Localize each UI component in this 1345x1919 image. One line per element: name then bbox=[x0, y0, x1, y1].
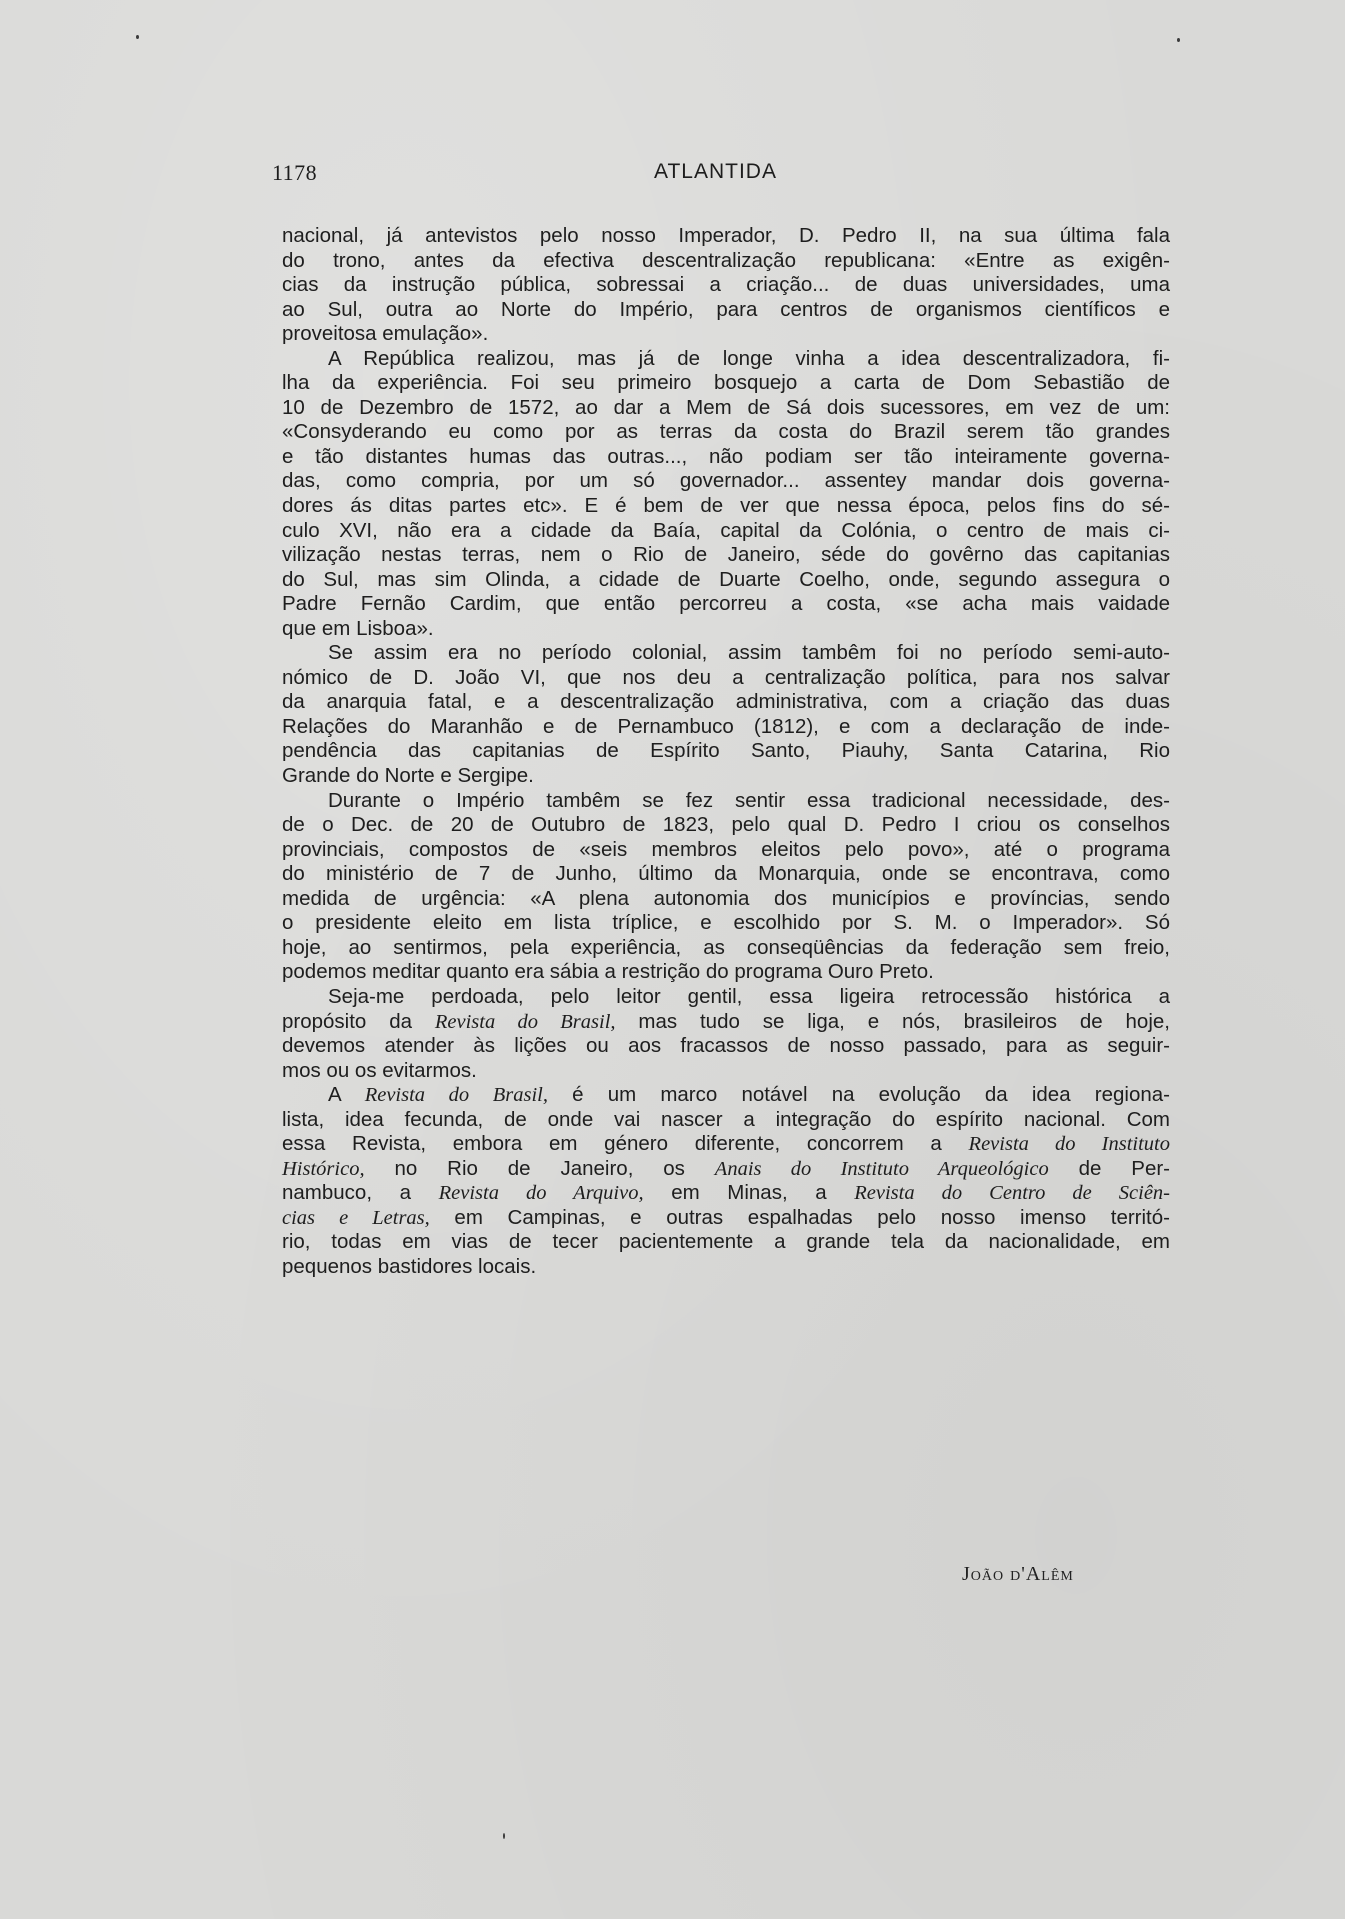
text-segment: no Rio de Janeiro, os bbox=[364, 1156, 715, 1180]
author-signature: João d'Alêm bbox=[962, 1563, 1074, 1585]
text-line: nómico de D. João VI, que nos deu a centralização política, para nos salvar bbox=[282, 665, 1170, 689]
text-line: o presidente eleito em lista tríplice, e escolhido por S. M. o Imperador». Só bbox=[282, 911, 1170, 935]
text-line: Grande do Norte e Sergipe. bbox=[282, 764, 534, 788]
text-line: Seja-me perdoada, pelo leitor gentil, essa ligeira retrocessão histórica a bbox=[328, 984, 1170, 1008]
text-segment: A bbox=[328, 1083, 365, 1107]
paragraph bbox=[282, 347, 1170, 642]
text-line: do trono, antes da efectiva descentralização republicana: «Entre as exigên- bbox=[282, 248, 1170, 272]
text-line: hoje, ao sentirmos, pela experiência, as conseqüências da federação sem freio, bbox=[282, 935, 1170, 959]
text-line: lha da experiência. Foi seu primeiro bosquejo a carta de Dom Sebastião de bbox=[282, 371, 1170, 395]
article-body bbox=[282, 224, 1170, 1280]
text-line: ao Sul, outra ao Norte do Império, para centros de organismos científicos e bbox=[282, 297, 1170, 321]
italic-title: Histórico, bbox=[282, 1157, 365, 1180]
italic-title: cias e Letras, bbox=[282, 1206, 430, 1229]
text-line: Se assim era no período colonial, assim tambêm foi no período semi-auto- bbox=[328, 641, 1170, 665]
running-head bbox=[272, 160, 1172, 190]
italic-title: Revista do Brasil, bbox=[434, 1010, 616, 1033]
text-segment: essa Revista, embora em género diferente, concorrem a bbox=[282, 1132, 969, 1156]
paragraph bbox=[282, 789, 1170, 985]
scan-speck bbox=[1177, 38, 1180, 42]
paragraph bbox=[282, 641, 1170, 788]
text-line: 10 de Dezembro de 1572, ao dar a Mem de Sá dois sucessores, em vez de um: bbox=[282, 395, 1170, 419]
text-line: vilização nestas terras, nem o Rio de Janeiro, séde do govêrno das capitanias bbox=[282, 543, 1170, 567]
paragraph bbox=[282, 1083, 1170, 1279]
page-number: 1178 bbox=[272, 160, 318, 185]
italic-title: Revista do Arquivo, bbox=[438, 1182, 644, 1205]
text-segment: em Campinas, e outras espalhadas pelo nosso imenso territó- bbox=[429, 1205, 1170, 1229]
text-line: mos ou os evitarmos. bbox=[282, 1058, 477, 1082]
text-segment: nambuco, a bbox=[282, 1181, 439, 1205]
text-line: nacional, já antevistos pelo nosso Imperador, D. Pedro II, na sua última fala bbox=[282, 224, 1170, 247]
paragraph bbox=[282, 985, 1170, 1083]
text-line: Durante o Império tambêm se fez sentir essa tradicional necessidade, des- bbox=[328, 788, 1170, 812]
text-line: Padre Fernão Cardim, que então percorreu a costa, «se acha mais vaidade bbox=[282, 592, 1170, 616]
journal-title: ATLANTIDA bbox=[654, 160, 777, 183]
text-line bbox=[282, 1132, 1170, 1157]
text-line: medida de urgência: «A plena autonomia dos municípios e províncias, sendo bbox=[282, 886, 1170, 910]
italic-title: Revista do Centro de Sciên- bbox=[854, 1182, 1170, 1205]
text-segment: mas tudo se liga, e nós, brasileiros de hoje, bbox=[615, 1009, 1170, 1033]
text-line bbox=[282, 1181, 1170, 1206]
text-line bbox=[282, 1206, 1170, 1231]
text-line: pendência das capitanias de Espírito Santo, Piauhy, Santa Catarina, Rio bbox=[282, 739, 1170, 763]
text-line: podemos meditar quanto era sábia a restrição do programa Ouro Preto. bbox=[282, 960, 934, 984]
text-line: A República realizou, mas já de longe vinha a idea descentralizadora, fi- bbox=[328, 346, 1170, 370]
text-segment: é um marco notável na evolução da idea regiona- bbox=[547, 1083, 1170, 1107]
text-line bbox=[282, 1010, 1170, 1035]
text-line: culo XVI, não era a cidade da Baía, capital da Colónia, o centro de mais ci- bbox=[282, 518, 1170, 542]
italic-title: Anais do Instituto Arqueológico bbox=[714, 1157, 1049, 1180]
scan-speck bbox=[136, 35, 139, 39]
text-line: proveitosa emulação». bbox=[282, 322, 489, 346]
paragraph bbox=[282, 224, 1170, 347]
text-line: cias da instrução pública, sobressai a criação... de duas universidades, uma bbox=[282, 273, 1170, 297]
text-line: dores ás ditas partes etc». E é bem de ver que nessa época, pelos fins do sé- bbox=[282, 494, 1170, 518]
text-line: das, como compria, por um só governador... assentey mandar dois governa- bbox=[282, 469, 1170, 493]
text-line: da anarquia fatal, e a descentralização administrativa, com a criação das duas bbox=[282, 690, 1170, 714]
italic-title: Revista do Instituto bbox=[968, 1133, 1170, 1156]
text-line bbox=[282, 1083, 1170, 1108]
italic-title: Revista do Brasil, bbox=[364, 1084, 548, 1107]
text-line: do Sul, mas sim Olinda, a cidade de Duarte Coelho, onde, segundo assegura o bbox=[282, 567, 1170, 591]
text-line: Relações do Maranhão e de Pernambuco (1812), e com a declaração de inde- bbox=[282, 714, 1170, 738]
text-segment: de Per- bbox=[1048, 1156, 1171, 1180]
text-line: lista, idea fecunda, de onde vai nascer a integração do espírito nacional. Com bbox=[282, 1107, 1170, 1131]
text-line bbox=[282, 1157, 1170, 1182]
text-line: rio, todas em vias de tecer pacientemente a grande tela da nacionalidade, em bbox=[282, 1230, 1170, 1254]
text-segment: propósito da bbox=[282, 1009, 435, 1033]
scan-speck bbox=[503, 1833, 505, 1839]
text-line: e tão distantes humas das outras..., não podiam ser tão inteiramente governa- bbox=[282, 444, 1170, 468]
text-line: do ministério de 7 de Junho, último da Monarquia, onde se encontrava, como bbox=[282, 862, 1170, 886]
text-line: que em Lisboa». bbox=[282, 616, 434, 640]
text-line: devemos atender às lições ou aos fracassos de nosso passado, para as seguir- bbox=[282, 1034, 1170, 1058]
text-line: «Consyderando eu como por as terras da costa do Brazil serem tão grandes bbox=[282, 420, 1170, 444]
text-line: provinciais, compostos de «seis membros eleitos pelo povo», até o programa bbox=[282, 837, 1170, 861]
text-line: de o Dec. de 20 de Outubro de 1823, pelo qual D. Pedro I criou os conselhos bbox=[282, 813, 1170, 837]
text-segment: em Minas, a bbox=[643, 1181, 855, 1205]
text-line: pequenos bastidores locais. bbox=[282, 1254, 537, 1278]
